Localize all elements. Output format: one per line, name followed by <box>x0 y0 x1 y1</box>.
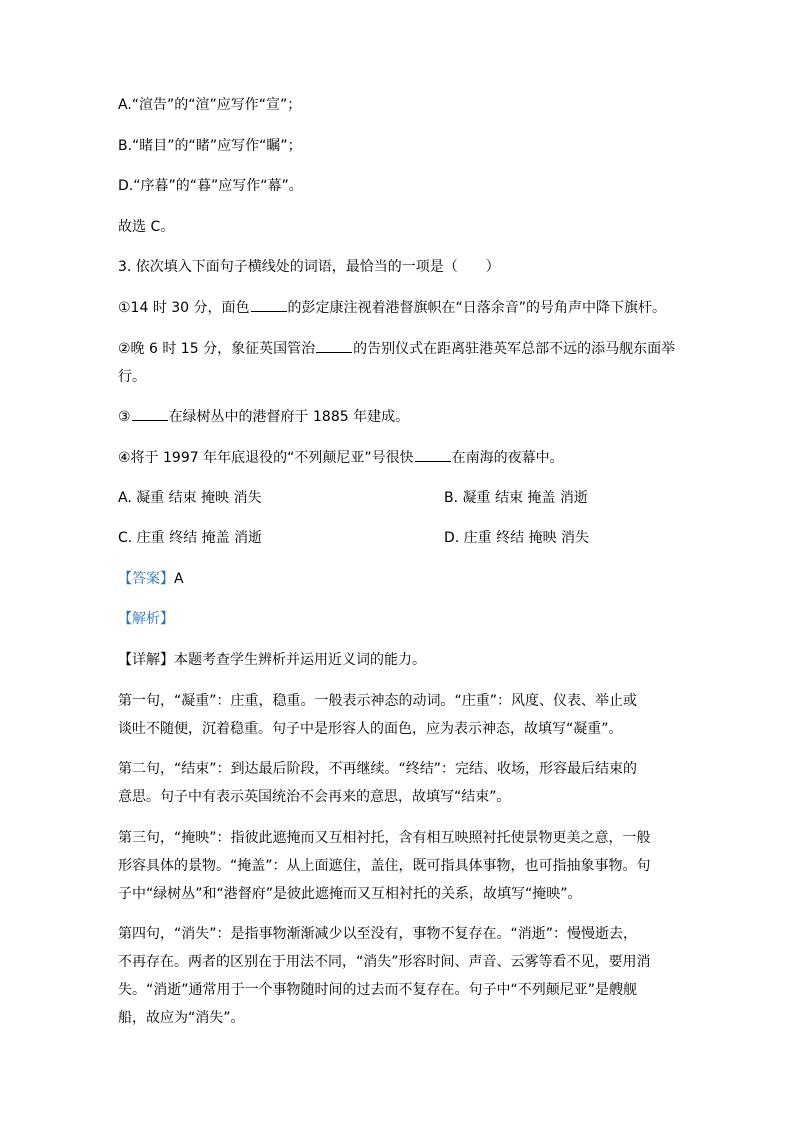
sentence-4-after: 在南海的夜幕中。 <box>451 450 564 466</box>
option-a: A. 凝重 结束 掩映 消失 <box>118 490 262 506</box>
para-4-line-4: 船，故应为“消失”。 <box>118 1010 245 1026</box>
para-2-line-2: 意思。句子中有表示英国统治不会再来的意思，故填写“结束”。 <box>118 789 511 805</box>
blank-4 <box>415 446 451 462</box>
blank-3 <box>132 405 168 421</box>
sentence-1 <box>118 294 678 322</box>
analysis-line-a: A.“渲告”的“渲”应写作“宣”； <box>118 97 302 113</box>
analysis-tag-line <box>118 605 678 633</box>
para-3-line-1: 第三句，“掩映”：指彼此遮掩而又互相衬托，含有相互映照衬托使景物更美之意，一般 <box>118 830 651 846</box>
option-b: B. 凝重 结束 掩盖 消逝 <box>444 490 588 506</box>
detail-line <box>118 646 678 674</box>
question-stem: 3. 依次填入下面句子横线处的词语，最恰当的一项是（ ） <box>118 259 500 275</box>
sentence-3 <box>118 403 678 431</box>
para-1-line-1: 第一句，“凝重”：庄重，稳重。一般表示神态的动词。“庄重”：风度、仪表、举止或 <box>118 693 638 709</box>
sentence-1-before: ①14 时 30 分，面色 <box>118 300 250 316</box>
detail-text: 本题考查学生辨析并运用近义词的能力。 <box>174 652 426 668</box>
analysis-tag: 【解析】 <box>118 611 174 627</box>
sentence-4 <box>118 444 678 472</box>
blank-2 <box>316 337 352 353</box>
para-3-line-3: 子中“绿树丛”和“港督府”是彼此遮掩而又互相衬托的关系，故填写“掩映”。 <box>118 886 582 902</box>
answer-value: A <box>174 571 184 587</box>
sentence-3-after: 在绿树丛中的港督府于 1885 年建成。 <box>168 409 410 425</box>
answer-line <box>118 565 678 593</box>
sentence-3-before: ③ <box>118 409 131 425</box>
sentence-4-before: ④将于 1997 年年底退役的“不列颠尼亚”号很快 <box>118 450 414 466</box>
para-4-line-1: 第四句，“消失”：是指事物渐渐减少以至没有，事物不复存在。“消逝”：慢慢逝去， <box>118 926 638 942</box>
para-3-line-2: 形容具体的景物。“掩盖”：从上面遮住，盖住，既可指具体事物，也可指抽象事物。句 <box>118 858 651 874</box>
para-2-line-1: 第二句，“结束”：到达最后阶段，不再继续。“终结”：完结、收场，形容最后结束的 <box>118 761 638 777</box>
sentence-2-before: ②晚 6 时 15 分，象征英国管治 <box>118 341 316 357</box>
analysis-line-b: B.“睹目”的“睹”应写作“瞩”； <box>118 138 302 154</box>
option-d: D. 庄重 终结 掩映 消失 <box>444 530 590 546</box>
sentence-2-cont: 行。 <box>118 369 146 385</box>
option-c: C. 庄重 终结 掩盖 消逝 <box>118 530 263 546</box>
blank-1 <box>251 296 287 312</box>
sentence-2 <box>118 335 678 363</box>
sentence-1-after: 的彭定康注视着港督旗帜在“日落余音”的号角声中降下旗杆。 <box>287 300 667 316</box>
para-4-line-2: 不再存在。两者的区别在于用法不同，“消失”形容时间、声音、云雾等看不见，要用消 <box>118 954 651 970</box>
analysis-line-d: D.“序暮”的“暮”应写作“幕”。 <box>118 178 303 194</box>
para-1-line-2: 谈吐不随便，沉着稳重。句子中是形容人的面色，应为表示神态，故填写“凝重”。 <box>118 721 623 737</box>
para-4-line-3: 失。“消逝”通常用于一个事物随时间的过去而不复存在。句子中“不列颠尼亚”是艘舰 <box>118 982 638 998</box>
analysis-conclusion: 故选 C。 <box>118 219 175 235</box>
answer-tag: 【答案】 <box>118 571 174 587</box>
detail-tag: 【详解】 <box>118 652 174 668</box>
sentence-2-after: 的告别仪式在距离驻港英军总部不远的添马舰东面举 <box>353 341 676 357</box>
